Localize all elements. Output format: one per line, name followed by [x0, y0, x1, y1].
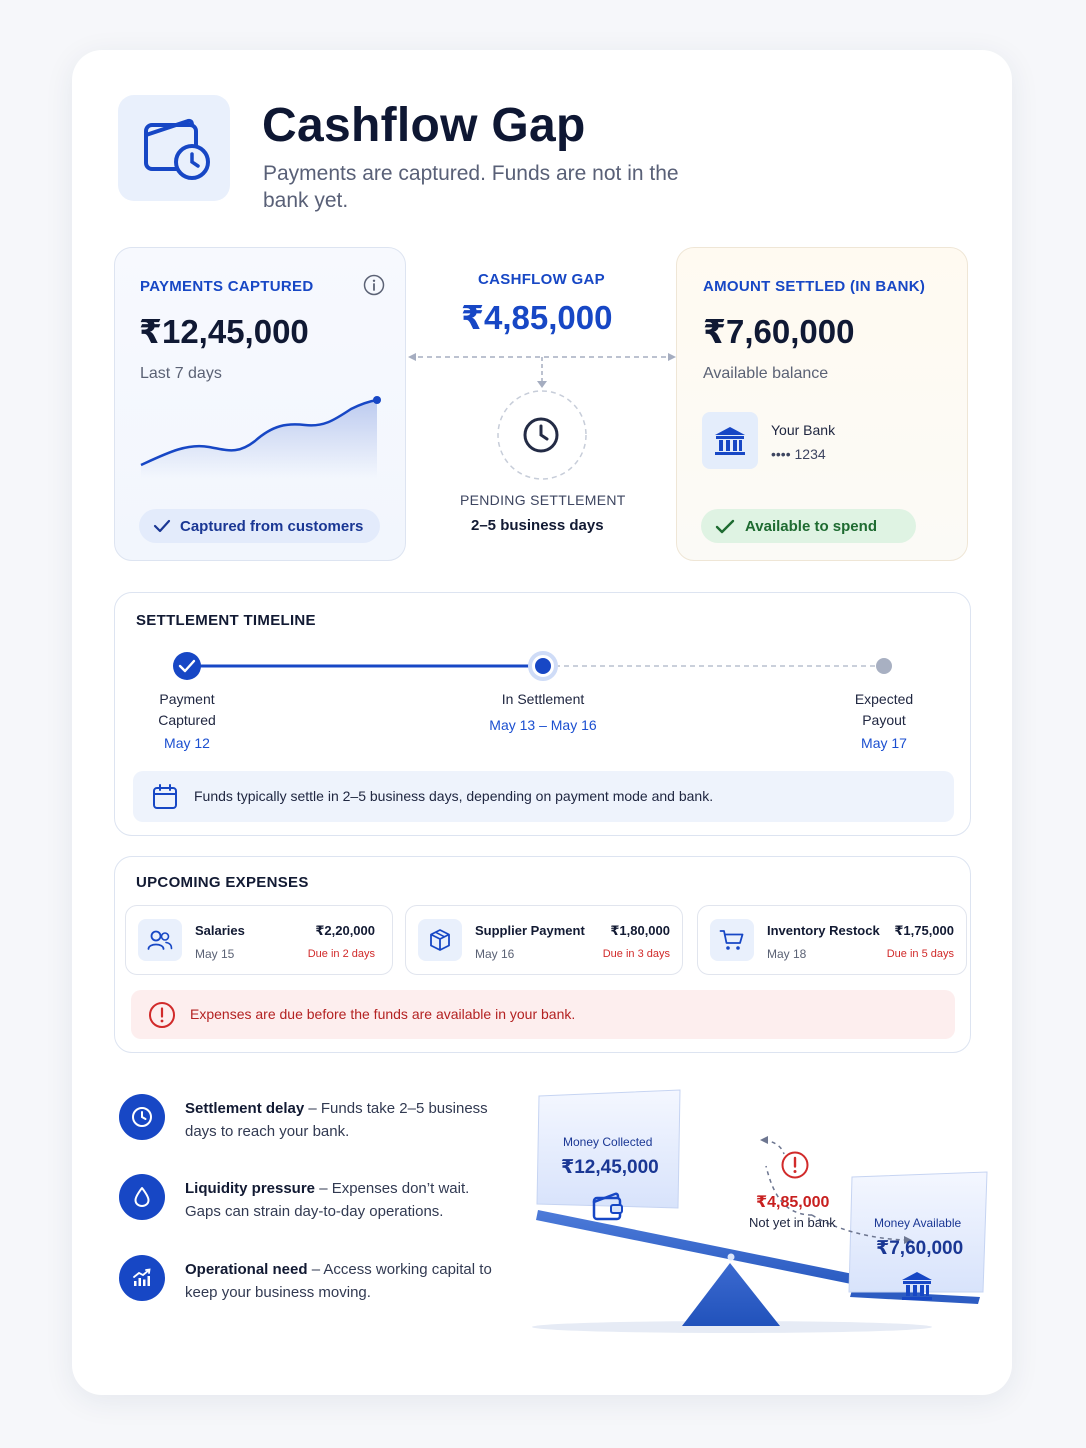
payments-captured-amount: ₹12,45,000 [139, 313, 309, 350]
available-badge-text: Available to spend [745, 517, 877, 535]
expense-card-supplier-payment[interactable] [405, 905, 683, 975]
point-bold: Operational need [185, 1261, 308, 1278]
check-icon [153, 519, 171, 533]
package-icon [418, 919, 462, 961]
expense-due: Due in 3 days [602, 948, 670, 960]
expense-name: Salaries [195, 923, 245, 938]
available-balance-label: Available balance [703, 365, 829, 382]
money-collected-amount: ₹12,45,000 [561, 1157, 659, 1178]
pending-settlement-label: PENDING SETTLEMENT [460, 492, 626, 508]
cashflow-gap-label: CASHFLOW GAP [478, 271, 605, 288]
expense-name: Supplier Payment [475, 923, 585, 938]
step-label-line1: In Settlement [501, 691, 585, 707]
point-rest: – Access working capital to keep your business moving. [185, 1261, 492, 1301]
expense-date: May 16 [475, 947, 515, 961]
pending-clock-icon [522, 416, 560, 459]
page-subtitle: Payments are captured. Funds are not in the bank yet. [263, 162, 679, 212]
expense-date: May 18 [767, 947, 807, 961]
bank-icon [900, 1270, 934, 1307]
payments-trend-chart [137, 393, 387, 488]
cart-icon [710, 919, 754, 961]
expense-card-inventory-restock[interactable] [697, 905, 967, 975]
expenses-warning [131, 990, 955, 1039]
cashflow-gap-amount: ₹4,85,000 [461, 299, 613, 336]
people-icon [138, 919, 182, 961]
amount-settled-panel [676, 247, 968, 561]
step-date: May 12 [164, 735, 210, 751]
point-bold: Settlement delay [185, 1100, 305, 1117]
expense-due: Due in 5 days [886, 948, 954, 960]
money-collected-title: Money Collected [563, 1135, 653, 1149]
expense-due: Due in 2 days [307, 948, 375, 960]
payments-captured-label: PAYMENTS CAPTURED [140, 278, 314, 295]
settlement-timeline-panel [114, 592, 971, 836]
wallet-icon [591, 1190, 625, 1227]
alert-icon [148, 1001, 176, 1034]
timeline-step-in-settlement [463, 689, 623, 736]
amount-settled-value: ₹7,60,000 [703, 313, 855, 350]
point-text [185, 1097, 505, 1143]
payments-captured-period: Last 7 days [140, 365, 222, 382]
seesaw-illustration [512, 1070, 1002, 1370]
growth-chart-icon [119, 1255, 165, 1301]
calendar-icon [151, 783, 179, 816]
alert-icon [780, 1150, 810, 1185]
info-icon[interactable] [363, 274, 385, 301]
expense-date: May 15 [195, 947, 235, 961]
expenses-warning-text: Expenses are due before the funds are available in your bank. [190, 1006, 576, 1022]
bank-icon [702, 412, 758, 469]
point-rest: – Expenses don’t wait. Gaps can strain day-to-day operations. [185, 1180, 470, 1220]
gap-amount-label: ₹4,85,000 [756, 1194, 830, 1211]
expense-card-salaries[interactable] [125, 905, 393, 975]
money-available-amount: ₹7,60,000 [876, 1238, 964, 1259]
point-bold: Liquidity pressure [185, 1180, 316, 1197]
timeline-step-payment-captured [137, 689, 237, 754]
step-label-line1: Payment [159, 691, 215, 707]
not-yet-in-bank-label: Not yet in bank [749, 1215, 836, 1230]
point-text [185, 1258, 505, 1304]
pending-settlement-days: 2–5 business days [471, 517, 604, 534]
available-to-spend-badge [701, 509, 916, 543]
money-available-title: Money Available [874, 1216, 962, 1230]
step-label-line2: Captured [158, 712, 216, 728]
captured-from-customers-badge [139, 509, 380, 543]
wallet-clock-icon [118, 95, 230, 201]
expenses-title: UPCOMING EXPENSES [136, 874, 309, 891]
check-icon [715, 519, 735, 534]
expense-amount: ₹1,75,000 [894, 923, 954, 938]
expense-amount: ₹1,80,000 [610, 923, 670, 938]
upcoming-expenses-panel [114, 856, 971, 1053]
step-date: May 17 [861, 735, 907, 751]
captured-badge-text: Captured from customers [180, 517, 364, 535]
step-label-line2: Payout [862, 712, 906, 728]
step-date: May 13 – May 16 [489, 717, 597, 733]
timeline-step-expected-payout [834, 689, 934, 754]
timeline-track [115, 647, 972, 692]
timeline-title: SETTLEMENT TIMELINE [136, 612, 316, 629]
amount-settled-label: AMOUNT SETTLED (IN BANK) [703, 278, 926, 295]
clock-icon [119, 1094, 165, 1140]
infographic-card [72, 50, 1012, 1395]
page-title: Cashflow Gap [262, 99, 586, 152]
timeline-note [133, 771, 954, 822]
bank-name: Your Bank [771, 422, 836, 438]
payments-captured-panel [114, 247, 406, 561]
timeline-note-text: Funds typically settle in 2–5 business days, depending on payment mode and bank. [194, 788, 714, 804]
drop-icon [119, 1174, 165, 1220]
expense-name: Inventory Restock [767, 923, 880, 938]
expense-amount: ₹2,20,000 [315, 923, 375, 938]
step-label-line1: Expected [854, 691, 914, 707]
point-rest: – Funds take 2–5 business days to reach your bank. [185, 1100, 488, 1140]
bank-account-masked: •••• 1234 [771, 446, 826, 462]
point-text [185, 1177, 505, 1223]
